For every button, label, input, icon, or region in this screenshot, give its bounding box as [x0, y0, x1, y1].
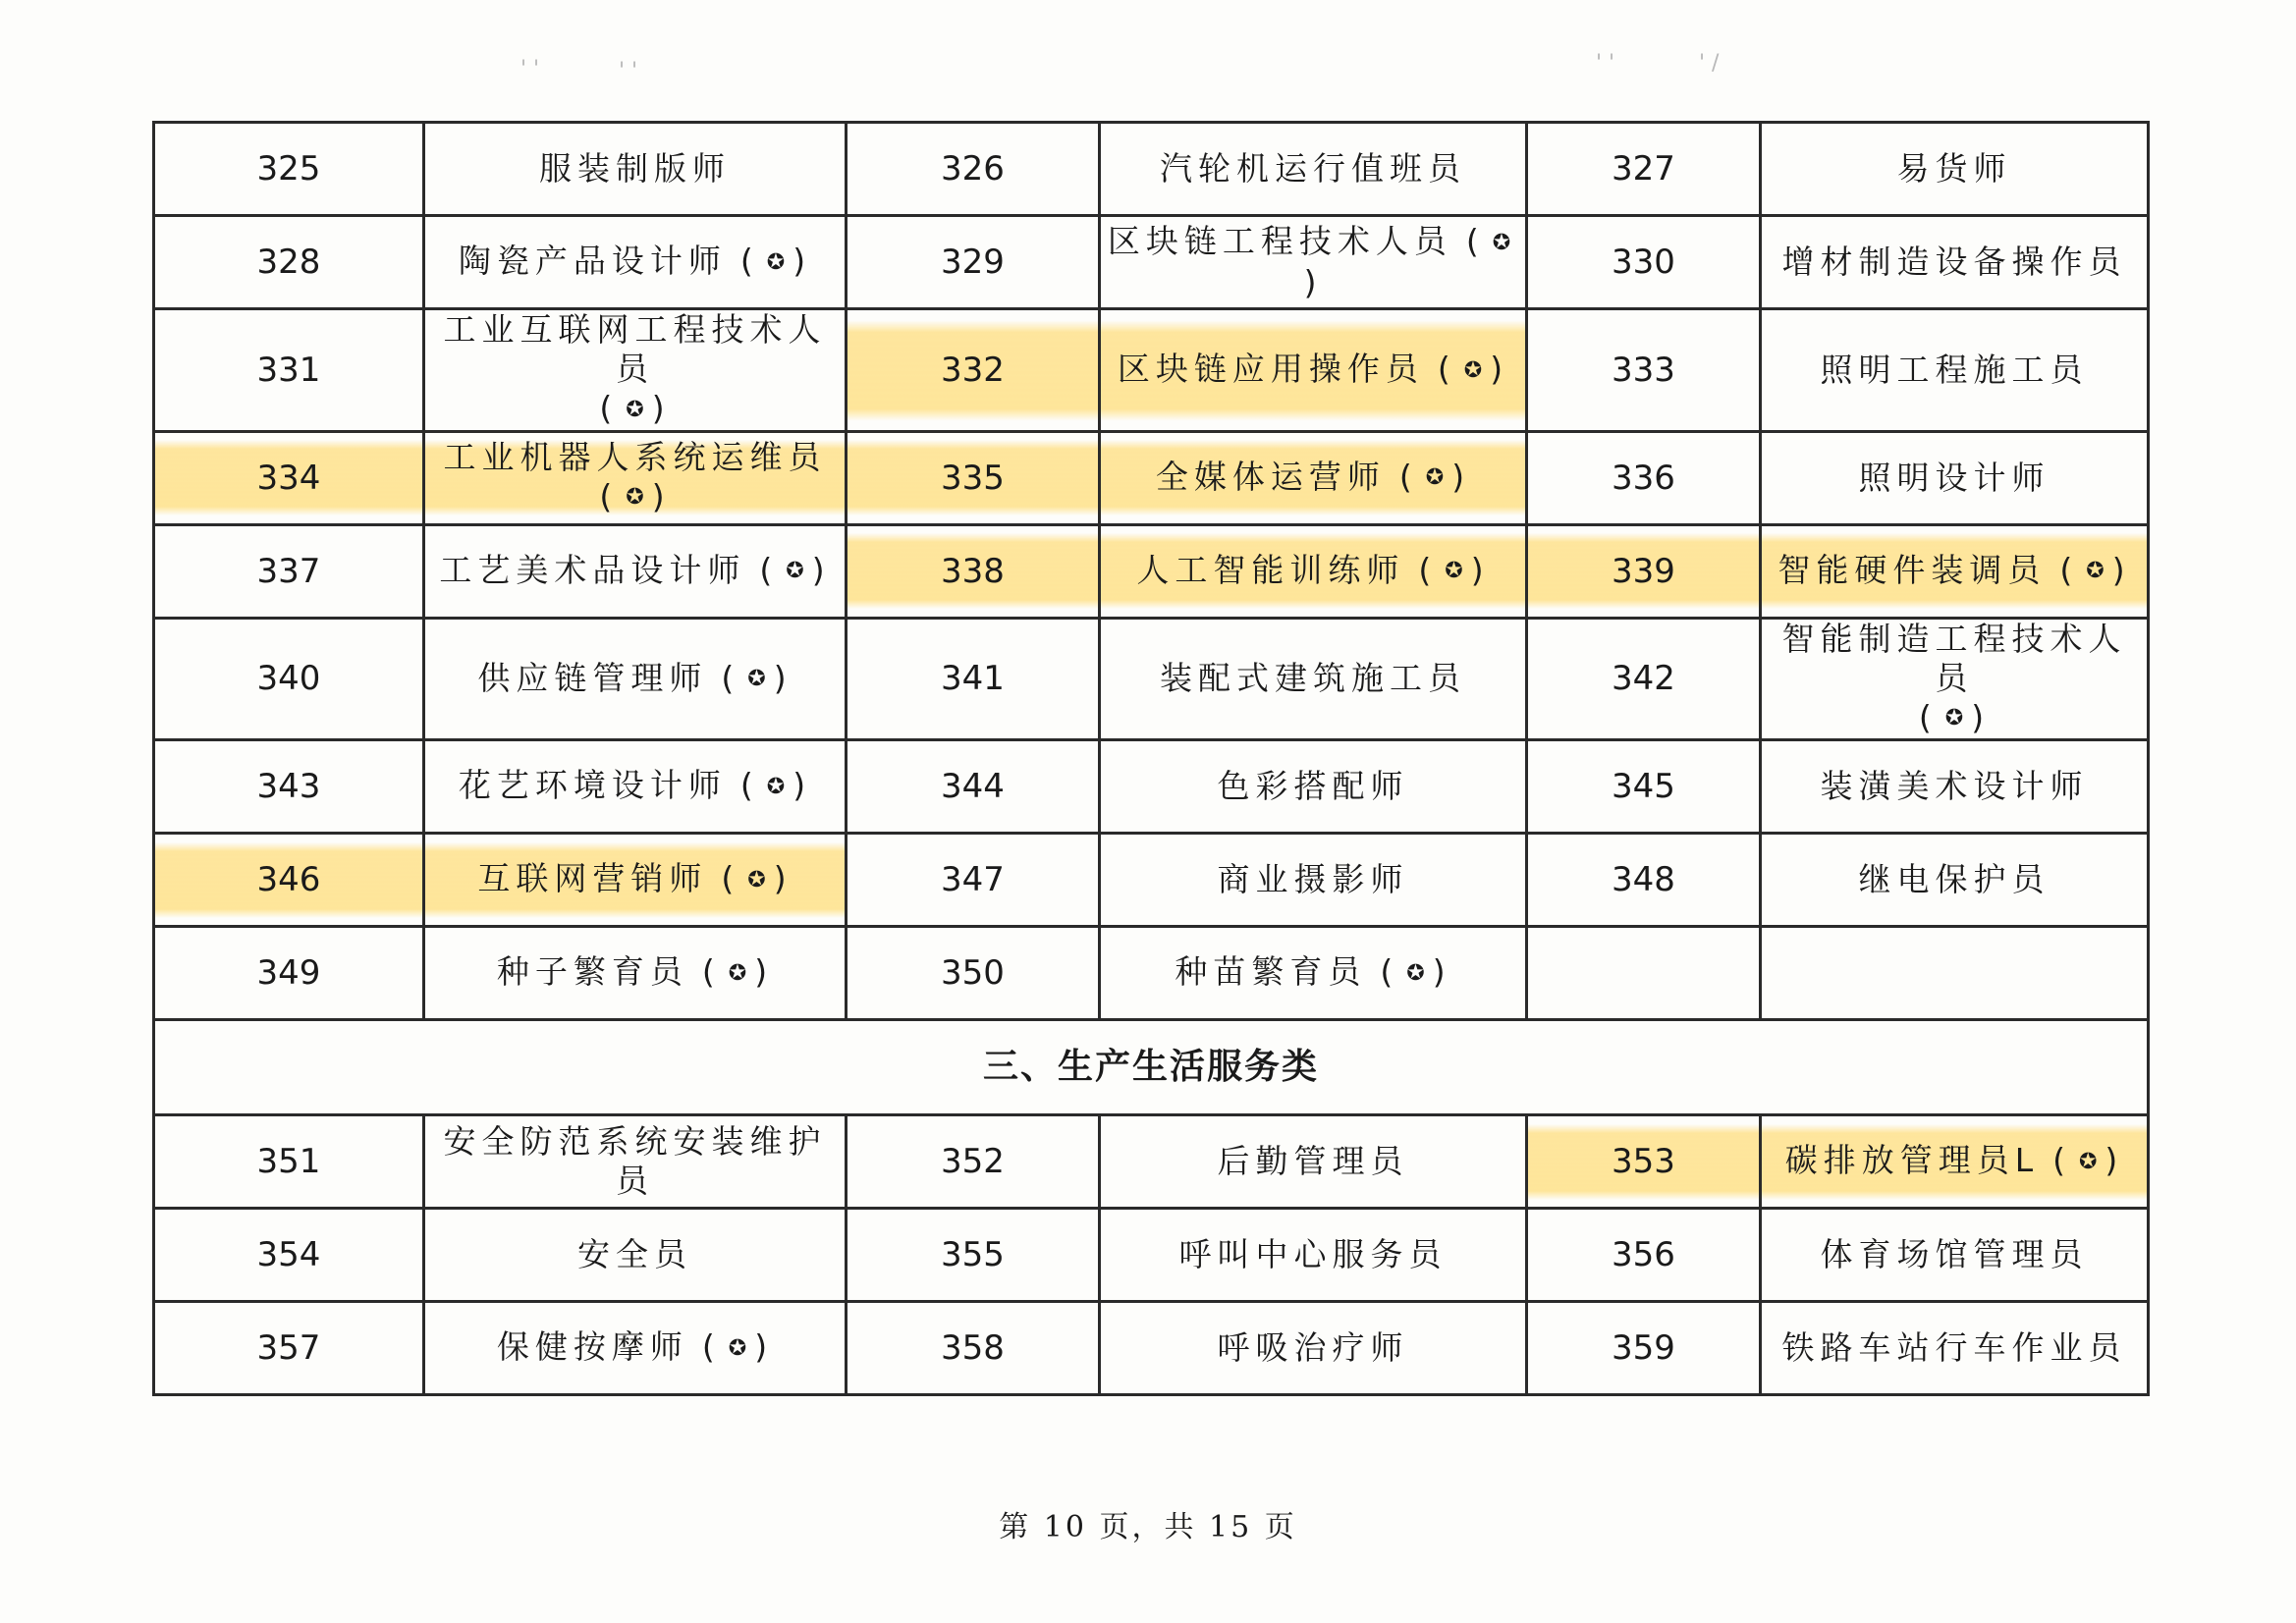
occupation-number-text: 332 — [941, 350, 1005, 390]
occupation-number — [154, 431, 424, 524]
paren-open: ( — [701, 952, 721, 992]
occupation-name — [1100, 740, 1527, 834]
occupation-name — [1761, 123, 2149, 216]
paren-close: ) — [773, 658, 793, 697]
occupation-number-text: 356 — [1612, 1235, 1675, 1274]
paren-close: ) — [773, 859, 793, 898]
occupation-number — [847, 123, 1100, 216]
paren-open: ( — [1465, 222, 1485, 261]
occupation-name — [424, 524, 847, 618]
occupation-name-text: 种子繁育员 — [496, 952, 688, 992]
paren-close: ) — [1303, 262, 1323, 301]
occupation-number — [1527, 431, 1761, 524]
occupation-name-text: 全媒体运营师 — [1155, 457, 1386, 496]
paren-open: ( — [701, 1327, 721, 1367]
occupation-number — [154, 618, 424, 740]
occupation-number — [847, 524, 1100, 618]
scan-mark: ' / — [1699, 51, 1720, 76]
occupation-name-text: 供应链管理师 — [477, 658, 708, 697]
occupation-name-text: 易货师 — [1896, 149, 2012, 188]
occupation-number-text: 355 — [941, 1235, 1005, 1274]
star-badge-icon: ✪ — [728, 1335, 747, 1361]
occupation-number-text: 349 — [256, 953, 321, 993]
occupation-number — [1527, 618, 1761, 740]
occupation-name — [424, 1115, 847, 1209]
occupation-name-text: 种苗繁育员 — [1175, 952, 1367, 992]
occupation-number — [847, 927, 1100, 1020]
occupation-number-text: 336 — [1612, 458, 1675, 498]
occupation-name — [1100, 618, 1527, 740]
table-row — [154, 309, 2149, 432]
paren-close: ) — [1432, 952, 1451, 992]
occupation-name-text: 呼吸治疗师 — [1217, 1328, 1409, 1367]
star-badge-icon: ✪ — [786, 559, 804, 584]
paren-open: ( — [759, 550, 779, 589]
star-badge-icon: ✪ — [626, 485, 644, 511]
occupation-number — [847, 216, 1100, 309]
occupation-name-text: 汽轮机运行值班员 — [1160, 149, 1466, 188]
paren-close: ) — [651, 389, 671, 427]
star-badge-icon: ✪ — [2086, 559, 2105, 584]
occupation-name — [1761, 927, 2149, 1020]
paren-open: ( — [1380, 952, 1399, 992]
occupation-name — [1100, 309, 1527, 432]
occupation-name — [424, 740, 847, 834]
occupation-number-text: 353 — [1612, 1142, 1675, 1181]
occupation-number — [154, 216, 424, 309]
star-badge-icon: ✪ — [1406, 960, 1425, 986]
occupation-name — [424, 309, 847, 432]
occupation-number — [154, 1115, 424, 1209]
occupation-number — [154, 740, 424, 834]
occupation-number-text: 359 — [1612, 1328, 1675, 1368]
occupation-name — [424, 1302, 847, 1395]
occupation-name — [1100, 1209, 1527, 1302]
occupation-number-text: 334 — [256, 458, 321, 498]
paren-open: ( — [599, 476, 619, 515]
occupation-number — [1527, 216, 1761, 309]
star-badge-icon: ✪ — [1463, 357, 1483, 383]
paren-close: ) — [793, 766, 812, 805]
paren-open: ( — [739, 242, 759, 281]
paren-open: ( — [2059, 550, 2079, 589]
occupation-number-text: 331 — [256, 350, 321, 390]
occupation-number — [847, 1302, 1100, 1395]
occupation-number — [847, 431, 1100, 524]
occupation-number — [847, 834, 1100, 927]
star-badge-icon: ✪ — [626, 397, 644, 422]
occupation-name — [424, 431, 847, 524]
occupation-name-text: 增材制造设备操作员 — [1781, 243, 2127, 281]
occupation-name-text: 工艺美术品设计师 — [439, 550, 746, 589]
occupation-number-text: 330 — [1612, 243, 1675, 282]
occupation-name — [424, 618, 847, 740]
paren-open: ( — [2052, 1141, 2071, 1180]
occupation-name-text: 装配式建筑施工员 — [1160, 659, 1466, 698]
occupation-number — [1527, 834, 1761, 927]
occupation-name-text: 色彩搭配师 — [1217, 767, 1409, 805]
paren-close: ) — [1490, 350, 1509, 388]
occupation-name-text: 铁路车站行车作业员 — [1781, 1328, 2127, 1367]
occupation-name-text: 碳排放管理员L — [1784, 1141, 2040, 1180]
star-badge-icon: ✪ — [766, 249, 786, 275]
page-footer: 第 10 页，共 15 页 — [999, 1510, 1297, 1544]
occupation-name-text: 工业互联网工程技术人员 — [443, 310, 827, 388]
star-badge-icon: ✪ — [747, 667, 766, 691]
occupation-number-text: 325 — [256, 149, 321, 189]
occupation-name-text: 区块链工程技术人员 — [1107, 222, 1452, 261]
star-badge-icon: ✪ — [1445, 559, 1463, 584]
occupation-name-text: 智能制造工程技术人员 — [1781, 619, 2127, 697]
occupation-number-text: 337 — [256, 551, 321, 591]
occupation-name — [1100, 524, 1527, 618]
occupation-name — [1100, 216, 1527, 309]
occupation-name — [1761, 431, 2149, 524]
occupation-name-text: 工业机器人系统运维员 — [443, 437, 827, 476]
occupation-name-text: 继电保护员 — [1858, 860, 2050, 898]
star-badge-icon: ✪ — [1944, 706, 1964, 730]
occupation-name — [1761, 1209, 2149, 1302]
occupation-number-text: 347 — [941, 860, 1005, 899]
occupation-name-text: 照明设计师 — [1858, 458, 2050, 497]
occupation-number-text: 358 — [941, 1328, 1005, 1368]
table-row — [154, 927, 2149, 1020]
table-row — [154, 1209, 2149, 1302]
occupation-number-text: 338 — [941, 551, 1005, 591]
occupation-number — [847, 618, 1100, 740]
occupation-name-text: 安全防范系统安装维护员 — [443, 1122, 827, 1200]
paren-close: ) — [1451, 457, 1471, 496]
paren-open: ( — [1398, 457, 1418, 496]
occupation-number — [1527, 1302, 1761, 1395]
occupation-name-text: 照明工程施工员 — [1820, 350, 2089, 389]
occupation-number — [847, 1115, 1100, 1209]
paren-close: ) — [754, 1327, 774, 1367]
occupation-number-text: 348 — [1612, 860, 1675, 899]
paren-close: ) — [1470, 550, 1490, 589]
occupation-number-text: 343 — [256, 767, 321, 806]
paren-close: ) — [754, 952, 774, 992]
scan-mark: ' ' — [619, 59, 638, 83]
paren-close: ) — [811, 550, 831, 589]
occupation-number-text: 333 — [1612, 350, 1675, 390]
occupation-number-text: 344 — [941, 767, 1005, 806]
occupation-number — [154, 123, 424, 216]
table-row — [154, 1115, 2149, 1209]
table-row — [154, 618, 2149, 740]
occupation-name — [1761, 309, 2149, 432]
occupation-name-text: 保健按摩师 — [496, 1327, 688, 1367]
occupation-number-text: 329 — [941, 243, 1005, 282]
star-badge-icon: ✪ — [747, 867, 766, 893]
occupation-name — [424, 216, 847, 309]
table-row — [154, 123, 2149, 216]
occupation-name — [1761, 1302, 2149, 1395]
occupation-name — [424, 927, 847, 1020]
occupation-number-text: 339 — [1612, 551, 1675, 591]
table-row — [154, 834, 2149, 927]
paren-open: ( — [1418, 550, 1438, 589]
occupation-name-text: 装潢美术设计师 — [1820, 767, 2089, 805]
occupation-number — [1527, 740, 1761, 834]
occupation-number-text: 350 — [941, 953, 1005, 993]
occupation-name — [1100, 123, 1527, 216]
occupation-name — [424, 834, 847, 927]
table-row — [154, 431, 2149, 524]
paren-open: ( — [1918, 697, 1938, 736]
scan-mark: ' ' — [1596, 51, 1615, 76]
occupation-name-text: 互联网营销师 — [477, 859, 708, 898]
occupation-number-text: 345 — [1612, 767, 1675, 806]
occupation-number-text: 327 — [1612, 149, 1675, 189]
occupation-number-text: 357 — [256, 1328, 321, 1368]
paren-close: ) — [1971, 697, 1991, 736]
paren-open: ( — [599, 389, 619, 427]
occupation-name-text: 呼叫中心服务员 — [1178, 1235, 1448, 1273]
section-title: 三、生产生活服务类 — [154, 1020, 2149, 1115]
occupation-name-text: 体育场馆管理员 — [1820, 1235, 2089, 1273]
star-badge-icon: ✪ — [728, 960, 747, 986]
occupation-number — [154, 1302, 424, 1395]
occupation-name — [1761, 740, 2149, 834]
star-badge-icon: ✪ — [1425, 465, 1445, 491]
paren-open: ( — [721, 658, 740, 697]
star-badge-icon: ✪ — [2078, 1149, 2098, 1174]
occupation-name-text: 服装制版师 — [539, 149, 731, 188]
paren-open: ( — [1437, 350, 1456, 388]
table-row — [154, 1302, 2149, 1395]
occupation-name-text: 安全员 — [577, 1235, 692, 1273]
table-row — [154, 740, 2149, 834]
table-row — [154, 216, 2149, 309]
occupation-name — [1100, 431, 1527, 524]
occupation-name — [1100, 1302, 1527, 1395]
star-badge-icon: ✪ — [1492, 230, 1511, 255]
occupation-name-text: 后勤管理员 — [1217, 1142, 1409, 1180]
occupation-name-text: 人工智能训练师 — [1136, 550, 1405, 589]
occupation-name-text: 花艺环境设计师 — [458, 766, 727, 805]
occupation-name — [1100, 927, 1527, 1020]
occupation-number — [1527, 123, 1761, 216]
occupation-number — [154, 524, 424, 618]
occupation-number-text: 354 — [256, 1235, 321, 1274]
occupation-number-text: 346 — [256, 860, 321, 899]
occupation-number — [847, 1209, 1100, 1302]
occupation-name — [424, 123, 847, 216]
occupation-number-text: 328 — [256, 243, 321, 282]
occupation-name-text: 区块链应用操作员 — [1117, 350, 1424, 388]
occupation-number — [1527, 1209, 1761, 1302]
paren-open: ( — [739, 766, 759, 805]
occupation-name — [1761, 834, 2149, 927]
occupation-name — [1761, 1115, 2149, 1209]
paren-close: ) — [2111, 550, 2131, 589]
occupation-number — [847, 309, 1100, 432]
scan-mark: ' ' — [520, 57, 540, 81]
occupation-number-text: 335 — [941, 458, 1005, 498]
occupation-number-text: 340 — [256, 659, 321, 699]
occupation-name-text: 商业摄影师 — [1217, 860, 1409, 898]
occupation-number — [1527, 524, 1761, 618]
occupation-number — [154, 927, 424, 1020]
occupation-name — [1100, 1115, 1527, 1209]
occupation-name — [1100, 834, 1527, 927]
paren-close: ) — [793, 242, 812, 281]
occupation-number — [154, 1209, 424, 1302]
occupation-number — [154, 834, 424, 927]
occupation-name — [1761, 216, 2149, 309]
occupation-name — [1761, 618, 2149, 740]
occupation-number — [154, 309, 424, 432]
occupation-number-text: 352 — [941, 1142, 1005, 1181]
occupation-number — [847, 740, 1100, 834]
star-badge-icon: ✪ — [766, 774, 786, 799]
occupation-number-text: 326 — [941, 149, 1005, 189]
occupation-name-text: 陶瓷产品设计师 — [458, 242, 727, 281]
occupation-name-text: 智能硬件装调员 — [1777, 550, 2047, 589]
paren-close: ) — [2105, 1141, 2124, 1180]
occupation-number-text: 351 — [256, 1142, 321, 1181]
occupation-number — [1527, 927, 1761, 1020]
section-row — [154, 1020, 2149, 1115]
paren-close: ) — [651, 476, 671, 515]
occupation-name — [424, 1209, 847, 1302]
occupation-number — [1527, 1115, 1761, 1209]
occupation-table — [152, 121, 2150, 1396]
occupation-name — [1761, 524, 2149, 618]
occupation-number — [1527, 309, 1761, 432]
paren-open: ( — [721, 859, 740, 898]
table-row — [154, 524, 2149, 618]
occupation-number-text: 342 — [1612, 659, 1675, 699]
occupation-number-text: 341 — [941, 659, 1005, 699]
